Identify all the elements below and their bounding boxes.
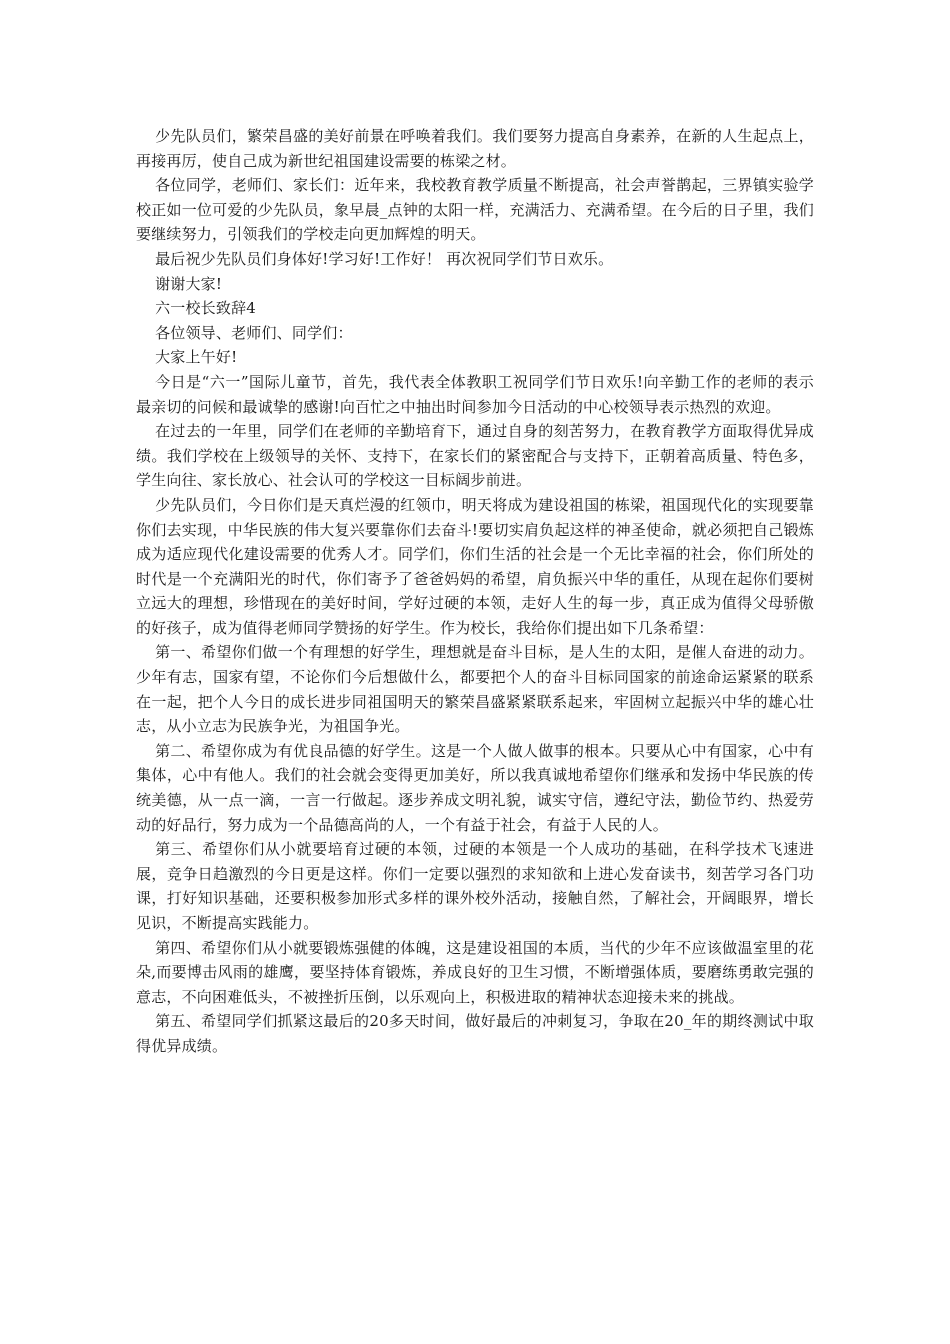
paragraph-4: 谢谢大家! [155, 274, 223, 293]
paragraph-3: 最后祝少先队员们身体好!学习好!工作好！ 再次祝同学们节日欢乐。 [155, 249, 614, 268]
paragraph-14: 第四、希望你们从小就要锻炼强健的体魄，这是建设祖国的本质，当代的少年不应该做温室里的花朵,而要博击风雨的雄鹰，要坚持体育锻炼，养成良好的卫生习惯，不断增强体质，要磨练勇敢完强的意志，不向困难低头，不被挫折压倒，以乐观向上，积极进取的精神状态迎接未来的挑战。 [136, 938, 814, 1006]
paragraph-12: 第二、希望你成为有优良品德的好学生。这是一个人做人做事的根本。只要从心中有国家，心中有集体，心中有他人。我们的社会就会变得更加美好，所以我真诚地希望你们继承和发扬中华民族的传统美德，从一点一滴，一言一行做起。逐步养成文明礼貌，诚实守信，遵纪守法，勤俭节约、热爱劳动的好品行，努力成为一个品德高尚的人，一个有益于社会，有益于人民的人。 [136, 741, 814, 834]
paragraph-8: 今日是“六一”国际儿童节，首先，我代表全体教职工祝同学们节日欢乐!向辛勤工作的老师的表示最亲切的问候和最诚挚的感谢!向百忙之中抽出时间参加今日活动的中心校领导表示热烈的欢迎。 [136, 372, 814, 416]
section-heading: 六一校长致辞4 [155, 299, 257, 318]
paragraph-13: 第三、希望你们从小就要培育过硬的本领，过硬的本领是一个人成功的基础，在科学技术飞速进展，竞争日趋激烈的今日更是这样。你们一定要以强烈的求知欲和上进心发奋读书，刻苦学习各门功课，打好知识基础，还要积极参加形式多样的课外校外活动，接触自然，了解社会，开阔眼界，增长见识，不断提高实践能力。 [136, 840, 814, 932]
greeting: 大家上午好! [155, 348, 238, 367]
paragraph-10: 少先队员们，今日你们是天真烂漫的红领巾，明天将成为建设祖国的栋梁，祖国现代化的实现要靠你们去实现，中华民族的伟大复兴要靠你们去奋斗!要切实肩负起这样的神圣使命，就必须把自己锻炼成为适应现代化建设需要的优秀人才。同学们，你们生活的社会是一个无比幸福的社会，你们所处的时代是一个充满阳光的时代，你们寄予了爸爸妈妈的希望，肩负振兴中华的重任，从现在起你们要树立远大的理想，珍惜现在的美好时间，学好过硬的本领，走好人生的每一步，真正成为值得父母骄傲的好孩子，成为值得老师同学赞扬的好学生。作为校长，我给你们提出如下几条希望： [136, 495, 814, 637]
paragraph-9: 在过去的一年里，同学们在老师的辛勤培育下，通过自身的刻苦努力，在教育教学方面取得优异成绩。我们学校在上级领导的关怀、支持下，在家长们的紧密配合与支持下，正朝着高质量、特色多，学生向往、家长放心、社会认可的学校这一目标阔步前进。 [136, 422, 814, 490]
paragraph-11: 第一、希望你们做一个有理想的好学生，理想就是奋斗目标，是人生的太阳，是催人奋进的动力。少年有志，国家有望，不论你们今后想做什么，都要把个人的奋斗目标同国家的前途命运紧紧的联系在一起，把个人今日的成长进步同祖国明天的繁荣昌盛紧紧联系起来，牢固树立起振兴中华的雄心壮志，从小立志为民族争光，为祖国争光。 [136, 643, 814, 736]
salutation: 各位领导、老师们、同学们： [155, 323, 353, 342]
paragraph-15: 第五、希望同学们抓紧这最后的20多天时间，做好最后的冲刺复习，争取在20_年的期终测试中取得优异成绩。 [136, 1012, 814, 1055]
paragraph-1: 少先队员们，繁荣昌盛的美好前景在呼唤着我们。我们要努力提高自身素养，在新的人生起点上，再接再厉，使自己成为新世纪祖国建设需要的栋梁之材。 [136, 127, 814, 170]
document-body [136, 124, 814, 1059]
paragraph-2: 各位同学，老师们、家长们：近年来，我校教育教学质量不断提高，社会声誉鹊起，三界镇实验学校正如一位可爱的少先队员，象早晨_点钟的太阳一样，充满活力、充满希望。在今后的日子里，我们要继续努力，引领我们的学校走向更加辉煌的明天。 [136, 176, 814, 244]
